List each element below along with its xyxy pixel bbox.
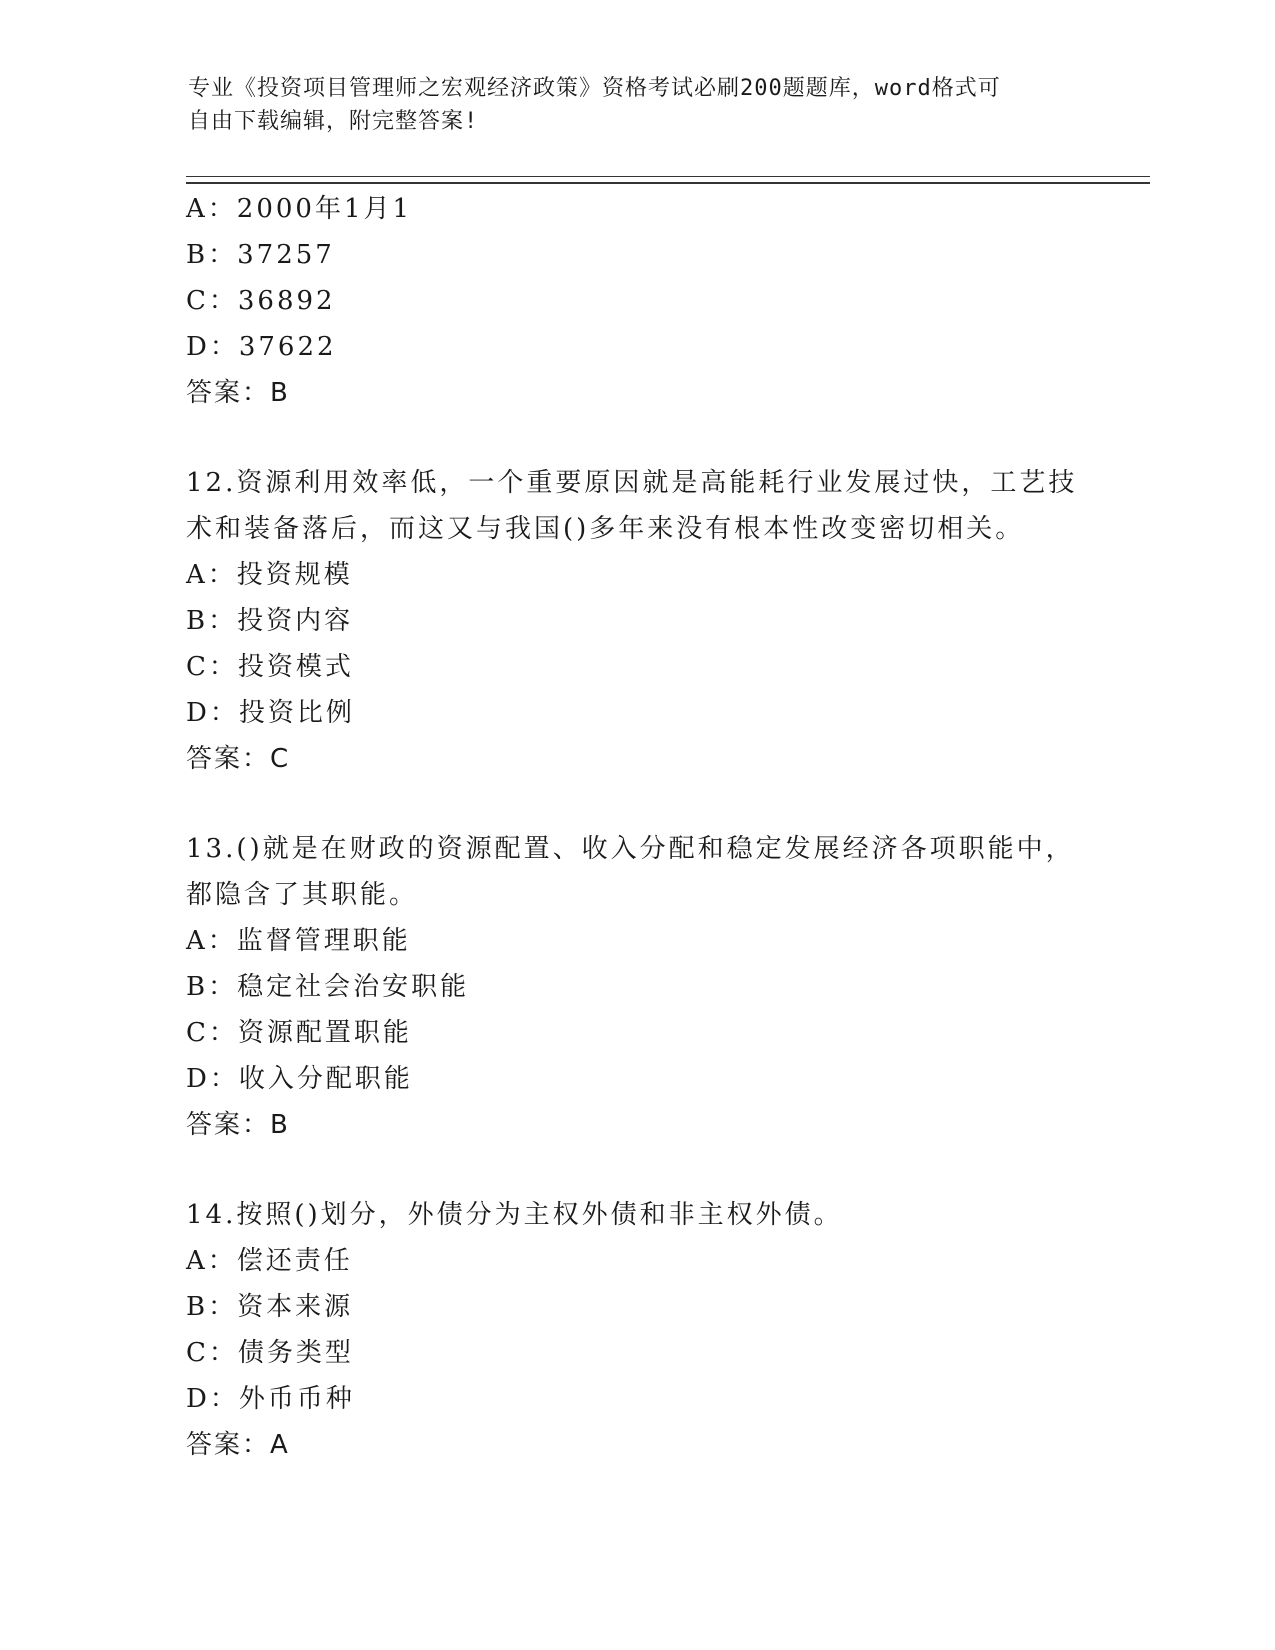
- answer-line: 答案：A: [186, 1430, 290, 1460]
- option-c: C：债务类型: [186, 1338, 354, 1368]
- question-13: [186, 826, 1086, 1148]
- question-text-line-1: 12.资源利用效率低，一个重要原因就是高能耗行业发展过快，工艺技: [186, 468, 1078, 498]
- option-a: A：投资规模: [186, 560, 353, 590]
- question-list: [186, 186, 1086, 1468]
- option-a: A：2000年1月1: [186, 194, 413, 224]
- header-divider-thin: [186, 176, 1150, 177]
- question-11-continued: [186, 186, 1086, 416]
- option-a: A：偿还责任: [186, 1246, 353, 1276]
- answer-line: 答案：B: [186, 1110, 290, 1140]
- option-a: A：监督管理职能: [186, 926, 411, 956]
- option-b: B：资本来源: [186, 1292, 354, 1322]
- question-text-line-2: 术和装备落后，而这又与我国()多年来没有根本性改变密切相关。: [186, 514, 1025, 544]
- question-text-line-1: 13.()就是在财政的资源配置、收入分配和稳定发展经济各项职能中，: [186, 834, 1075, 864]
- question-text-line-1: 14.按照()划分，外债分为主权外债和非主权外债。: [186, 1200, 843, 1230]
- option-d: D：37622: [186, 332, 337, 362]
- answer-line: 答案：B: [186, 378, 290, 408]
- option-c: C：投资模式: [186, 652, 354, 682]
- option-d: D：外币币种: [186, 1384, 355, 1414]
- header-divider-thick: [186, 182, 1150, 184]
- option-d: D：投资比例: [186, 698, 355, 728]
- question-12: [186, 460, 1086, 782]
- option-b: B：投资内容: [186, 606, 354, 636]
- option-c: C：36892: [186, 286, 336, 316]
- document-header: [188, 72, 1068, 138]
- option-b: B：稳定社会治安职能: [186, 972, 470, 1002]
- option-c: C：资源配置职能: [186, 1018, 412, 1048]
- header-line-1: 专业《投资项目管理师之宏观经济政策》资格考试必刷200题题库，word格式可: [188, 76, 1001, 101]
- header-line-2: 自由下载编辑，附完整答案!: [188, 109, 479, 134]
- answer-line: 答案：C: [186, 744, 291, 774]
- question-text-line-2: 都隐含了其职能。: [186, 880, 419, 910]
- option-d: D：收入分配职能: [186, 1064, 413, 1094]
- option-b: B：37257: [186, 240, 335, 270]
- question-14: [186, 1192, 1086, 1468]
